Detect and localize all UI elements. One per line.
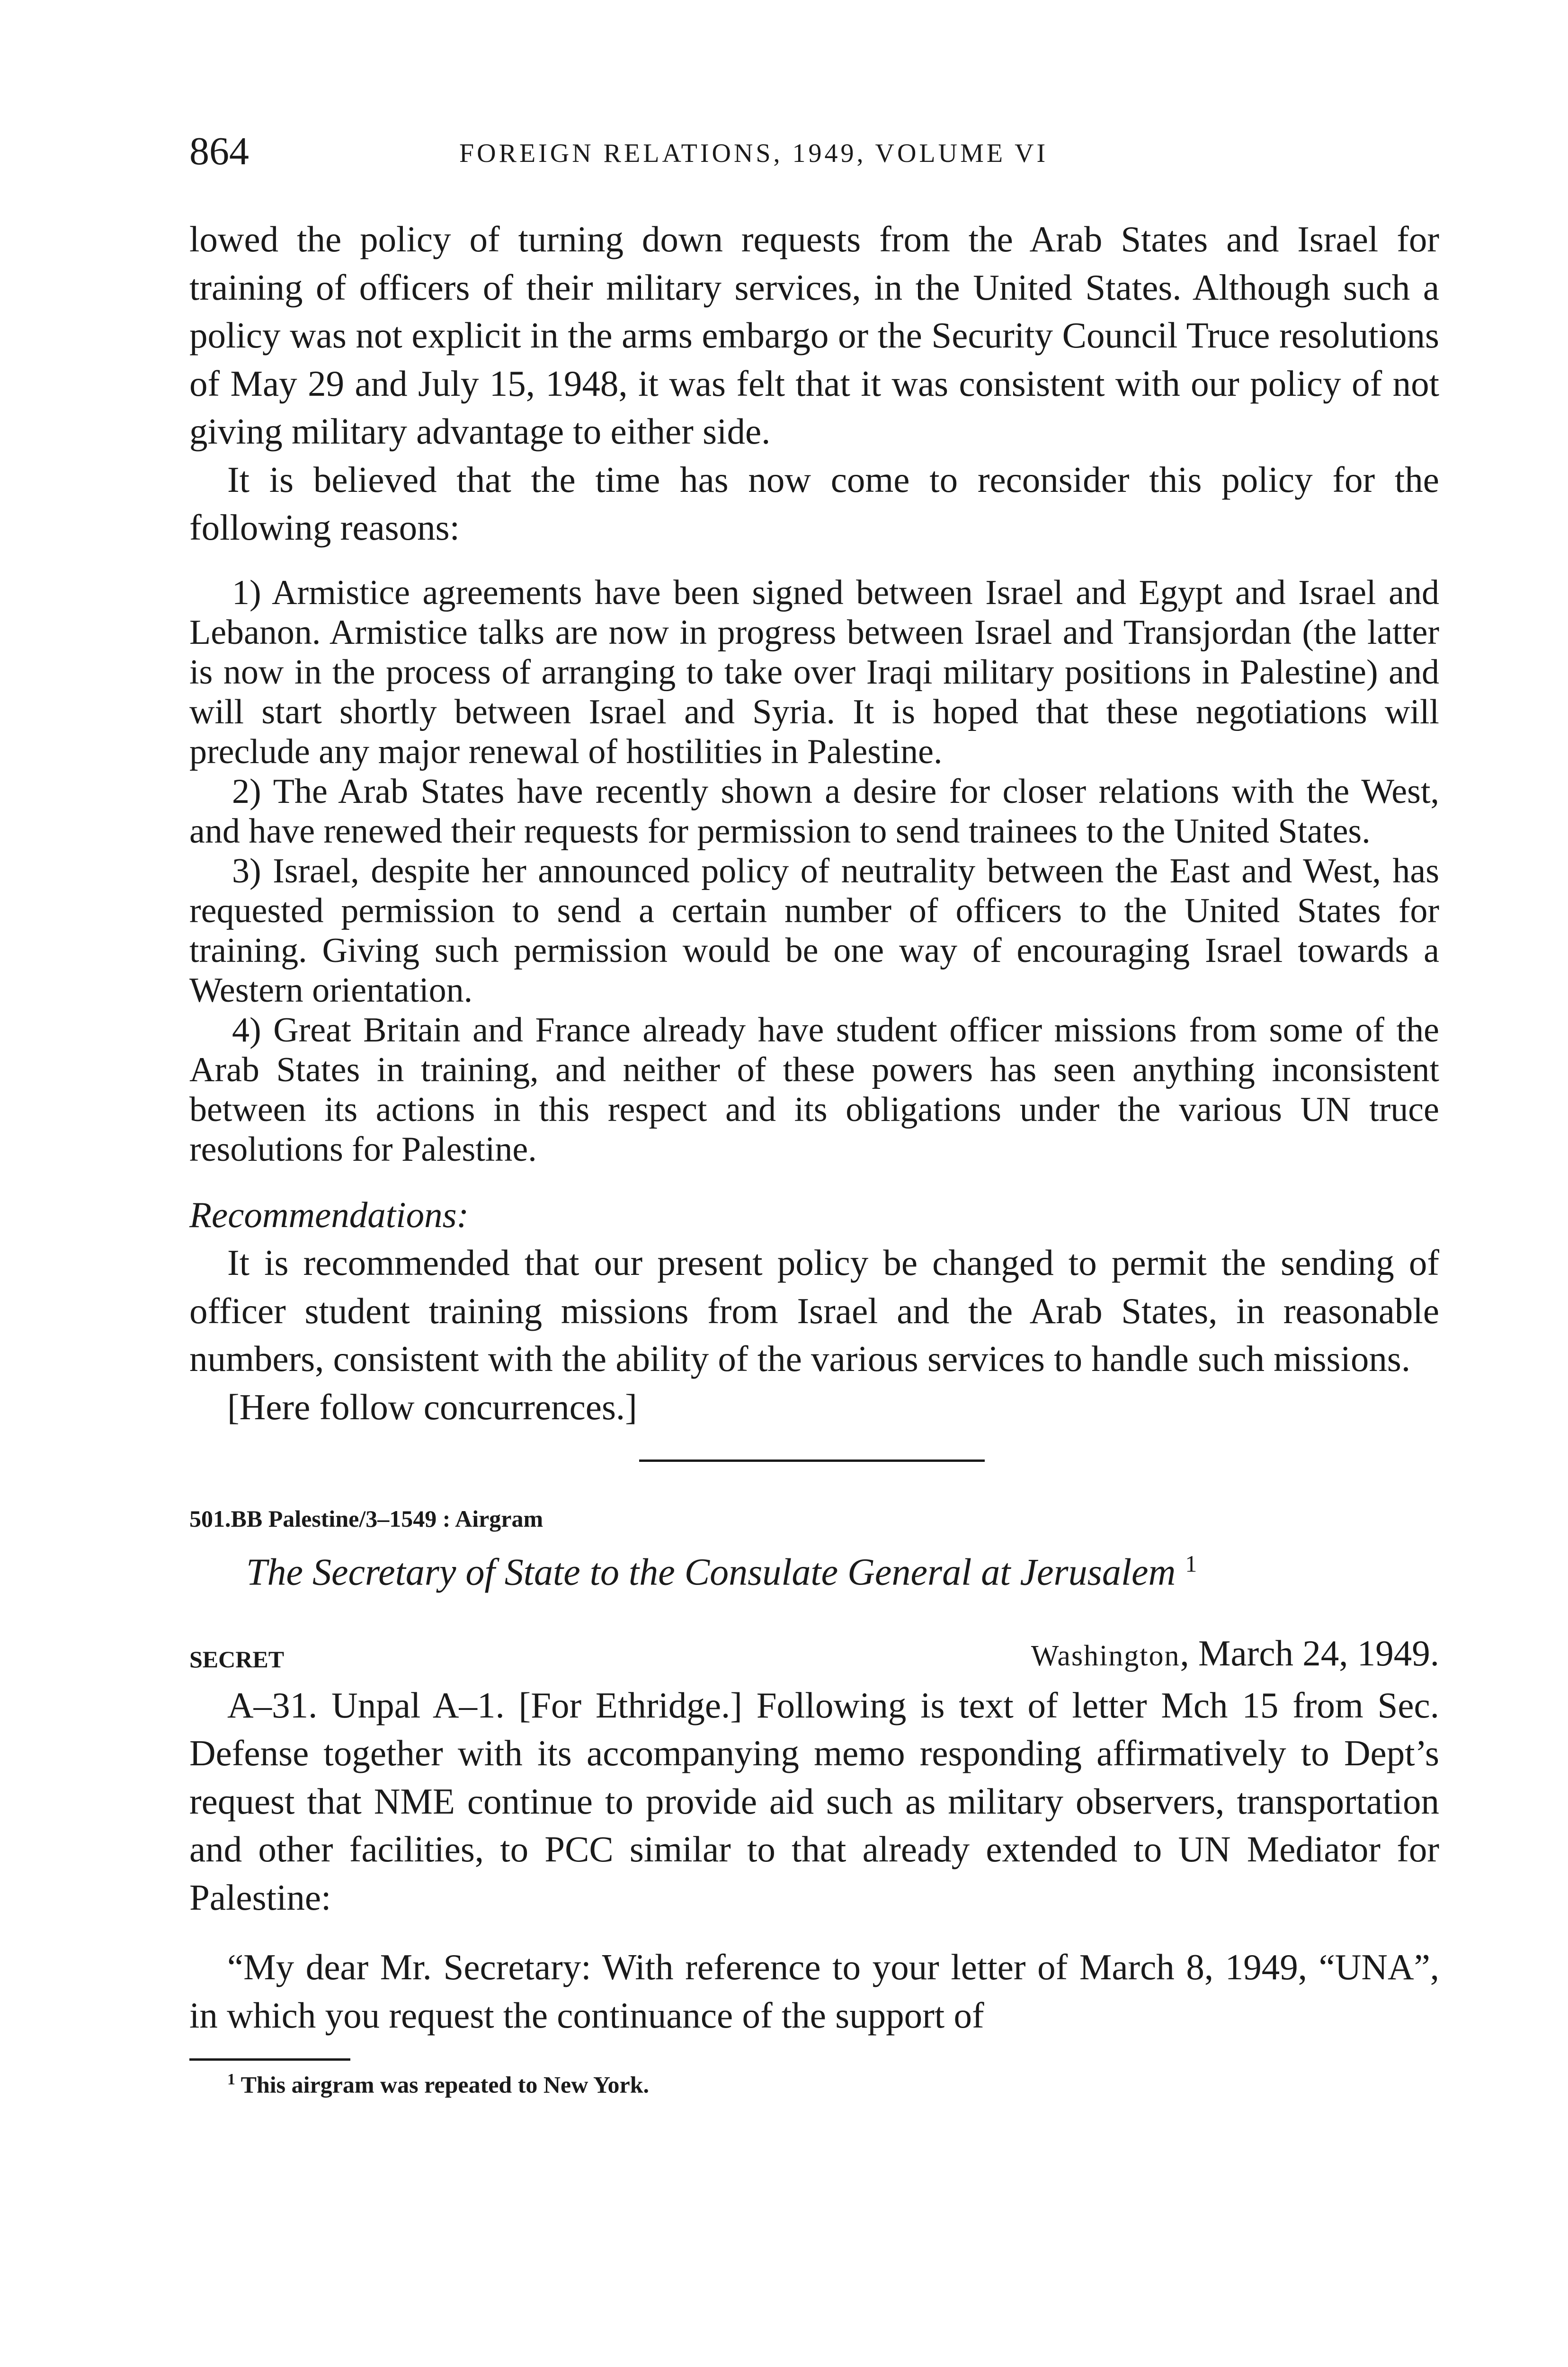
section-divider [189,1431,1439,1502]
reason-item: 3) Israel, despite her announced policy of neutrality between the East and West, has requested permission to send a certain number of officers to the United States for training. Giving such permission would be one way of encouraging Israel towards a Western orientation. [189,851,1439,1010]
page-header [189,128,1439,180]
date-text: , March 24, 1949. [1180,1632,1439,1673]
reason-item: 2) The Arab States have recently shown a desire for closer relations with the West, and have renewed their requests for permission to send trainees to the United States. [189,772,1439,851]
document-title-text: The Secretary of State to the Consulate General at Jerusalem [246,1551,1176,1593]
file-reference: 501.BB Palestine/3–1549 : Airgram [189,1505,543,1532]
footnote-text: This airgram was repeated to New York. [241,2071,650,2098]
date-place [1031,1629,1439,1681]
spacer [189,552,1439,573]
recommendations-heading: Recommendations: [189,1194,469,1235]
footnote-ref: 1 [1185,1550,1197,1577]
dateline [189,1629,1439,1682]
reason-item: 4) Great Britain and France already have student officer missions from some of the Arab States in training, and neither of these powers has seen anything inconsistent between its actions in this respect and its obligations under the various UN truce resolutions for Palestine. [189,1010,1439,1169]
place-name: Washington [1031,1639,1180,1672]
body-text [189,215,1439,2104]
letter-paragraph: “My dear Mr. Secretary: With reference to your letter of March 8, 1949, “UNA”, in which you request the continuance of the support of [189,1947,1439,2036]
recommendations-text: It is recommended that our present policy be changed to permit the sending of officer student training missions from Israel and the Arab States, in reasonable numbers, consistent with the ability of the various services to handle such missions. [189,1242,1439,1379]
divider-rule [639,1459,985,1462]
page-number: 864 [189,129,249,173]
concurrences-note: [Here follow concurrences.] [227,1386,637,1427]
footnote-marker: 1 [227,2071,235,2089]
reason-item: 1) Armistice agreements have been signed between Israel and Egypt and Israel and Lebanon. Armistice talks are now in progress between Israel and Transjordan (the latter is now in the process of arranging to take over Iraqi military positions in Palestine) and will start shortly between Israel and Syria. It is hoped that these negotiations will preclude any major renewal of hostilities in Palestine. [189,573,1439,771]
spacer [189,1601,1439,1629]
intro-paragraph-reasons: It is believed that the time has now come to reconsider this policy for the following reasons: [189,459,1439,548]
intro-paragraph: lowed the policy of turning down requests from the Arab States and Israel for training of officers of their military services, in the United States. Although such a policy was not explicit in the arms embargo or the Security Council Truce resolutions of May 29 and July 15, 1948, it was felt that it was consistent with our policy of not giving military advantage to either side. [189,219,1439,452]
document-title [189,1535,1439,1601]
spacer [189,1169,1439,1191]
spacer [189,1922,1439,1943]
footnote [189,2061,1439,2104]
airgram-paragraph: A–31. Unpal A–1. [For Ethridge.] Following is text of letter Mch 15 from Sec. Defense together with its accompanying memo responding affirmatively to Dept’s request that NME continue to provide aid such as military observers, transportation and other facilities, to PCC similar to that already extended to UN Mediator for Palestine: [189,1684,1439,1918]
running-title: FOREIGN RELATIONS, 1949, VOLUME VI [459,139,1049,168]
classification-label: SECRET [189,1646,285,1673]
